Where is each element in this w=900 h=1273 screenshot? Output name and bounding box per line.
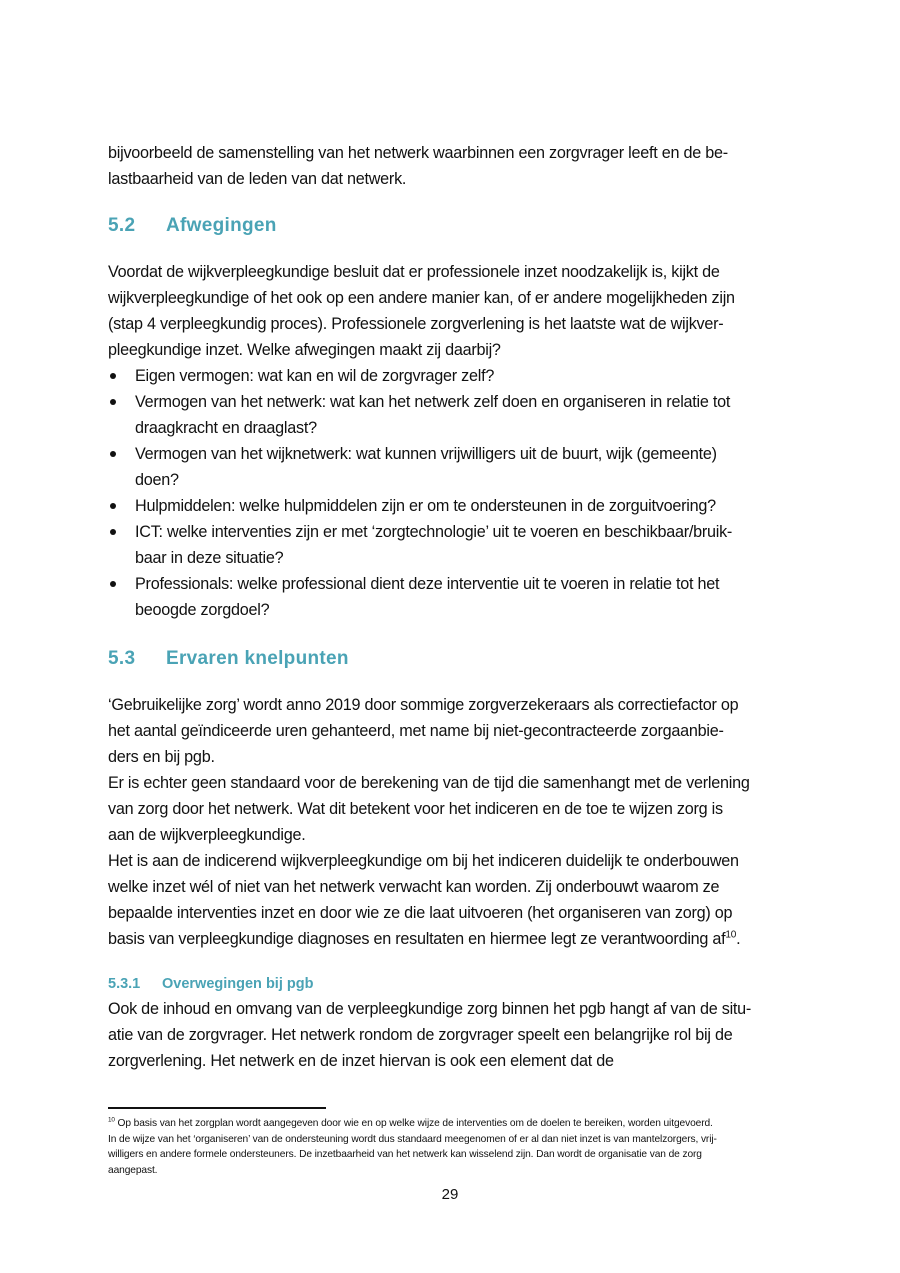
bullet-icon <box>110 529 116 535</box>
list-item: Professionals: welke professional dient deze interventie uit te voeren in relatie tot het beoogde zorgdoel? <box>108 571 798 623</box>
text-line: lastbaarheid van de leden van dat netwerk. <box>108 170 407 188</box>
bullet-icon <box>110 451 116 457</box>
text-line: zorgverlening. Het netwerk en de inzet hiervan is ook een element dat de <box>108 1052 614 1070</box>
text-line: ders en bij pgb. <box>108 748 215 766</box>
section-title: Afwegingen <box>166 215 277 236</box>
text-line: Voordat de wijkverpleegkundige besluit dat er professionele inzet noodzakelijk is, kijkt de <box>108 263 720 281</box>
section-heading-5-2 <box>108 215 277 237</box>
text-line: Er is echter geen standaard voor de berekening van de tijd die samenhangt met de verlening <box>108 774 750 792</box>
considerations-list <box>108 363 798 623</box>
list-item: Vermogen van het netwerk: wat kan het netwerk zelf doen en organiseren in relatie tot draagkracht en draaglast? <box>108 389 798 441</box>
section-title: Overwegingen bij pgb <box>162 976 314 992</box>
text-line: welke inzet wél of niet van het netwerk verwacht kan worden. Zij onderbouwt waarom ze <box>108 878 720 896</box>
text-line: aan de wijkverpleegkundige. <box>108 826 306 844</box>
section-heading-5-3-1 <box>108 976 313 992</box>
section-5-2-paragraph <box>108 259 798 363</box>
text-line: basis van verpleegkundige diagnoses en resultaten en hiermee legt ze verantwoording $af^{10}$. <box>108 929 741 948</box>
page-number: 29 <box>441 1186 459 1203</box>
text-line: het aantal geïndiceerde uren gehanteerd, met name bij niet-gecontracteerde zorgaanbie- <box>108 722 724 740</box>
text-line: pleegkundige inzet. Welke afwegingen maakt zij daarbij? <box>108 341 501 359</box>
footnote: $^{10}$ Op basis van het zorgplan wordt aangegeven door wie en op welke wijze de interventies om de doelen te bereiken, worden uitgevoerd. In de wijze van het ‘organiseren’ van de ondersteuning wordt dus standaard meegenomen of er al dan niet inzet is van mantelzorgers, vrij- willigers en andere formele ondersteuners. De inzetbaarheid van het netwerk kan wisselend zijn. Dan wordt de organisatie van de zorg aangepast. <box>108 1116 717 1176</box>
section-number: 5.3.1 <box>108 976 141 992</box>
text-line: atie van de zorgvrager. Het netwerk rondom de zorgvrager speelt een belangrijke rol bij de <box>108 1026 733 1044</box>
list-item: Eigen vermogen: wat kan en wil de zorgvrager zelf? <box>108 363 798 389</box>
section-number: 5.3 <box>108 648 136 669</box>
footnote-separator <box>108 1107 326 1109</box>
section-5-3-paragraph <box>108 692 798 952</box>
list-item: ICT: welke interventies zijn er met ‘zorgtechnologie’ uit te voeren en beschikbaar/bruik- baar in deze situatie? <box>108 519 798 571</box>
text-line: wijkverpleegkundige of het ook op een andere manier kan, of er andere mogelijkheden zijn <box>108 289 735 307</box>
text-line: bepaalde interventies inzet en door wie ze die laat uitvoeren (het organiseren van zorg) op <box>108 904 733 922</box>
text-line: Ook de inhoud en omvang van de verpleegkundige zorg binnen het pgb hangt af van de situ- <box>108 1000 752 1018</box>
footnote-reference[interactable]: 10 <box>725 929 737 941</box>
list-item: Hulpmiddelen: welke hulpmiddelen zijn er om te ondersteunen in de zorguitvoering? <box>108 493 798 519</box>
bullet-icon <box>110 373 116 379</box>
text-line: van zorg door het netwerk. Wat dit betekent voor het indiceren en de toe te wijzen zorg is <box>108 800 723 818</box>
text-line: ‘Gebruikelijke zorg’ wordt anno 2019 door sommige zorgverzekeraars als correctiefactor op <box>108 696 739 714</box>
footnote-marker: 10 <box>108 1116 115 1124</box>
text-line: Het is aan de indicerend wijkverpleegkundige om bij het indiceren duidelijk te onderbouwen <box>108 852 739 870</box>
list-item: Vermogen van het wijknetwerk: wat kunnen vrijwilligers uit de buurt, wijk (gemeente) doen? <box>108 441 798 493</box>
bullet-icon <box>110 503 116 509</box>
section-heading-5-3 <box>108 648 349 670</box>
bullet-icon <box>110 581 116 587</box>
text-line: bijvoorbeeld de samenstelling van het netwerk waarbinnen een zorgvrager leeft en de be- <box>108 144 728 162</box>
intro-paragraph <box>108 140 798 192</box>
section-5-3-1-paragraph <box>108 996 798 1074</box>
section-title: Ervaren knelpunten <box>166 648 349 669</box>
bullet-icon <box>110 399 116 405</box>
text-line: (stap 4 verpleegkundig proces). Professionele zorgverlening is het laatste wat de wijkver- <box>108 315 724 333</box>
section-number: 5.2 <box>108 215 136 236</box>
